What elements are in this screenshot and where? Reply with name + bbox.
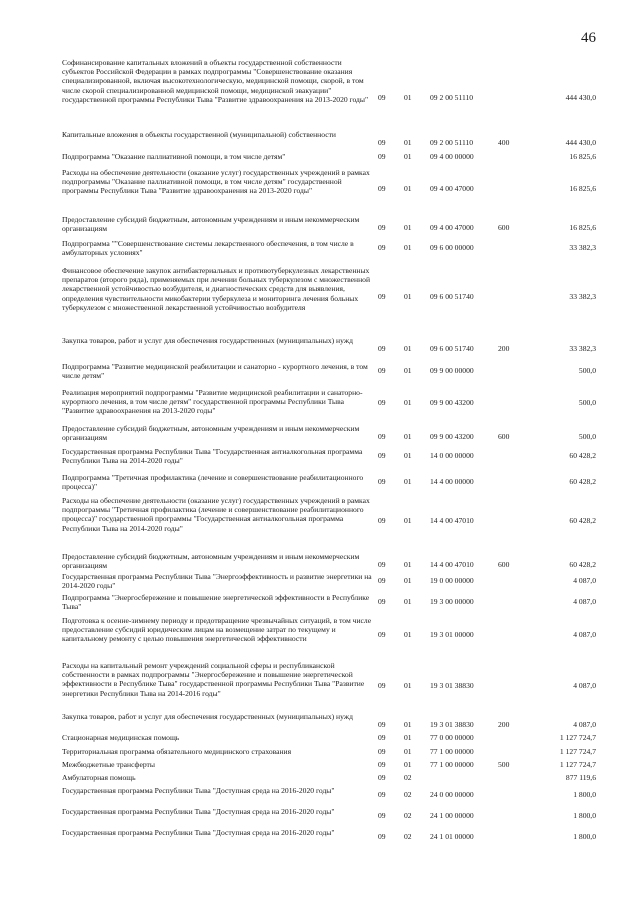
table-row [0,362,640,380]
row-subsection-code: 01 [404,451,412,460]
table-row [0,786,640,804]
row-description: Софинансирование капитальных вложений в объекты государственной собственности субъектов Российской Федерации в рамках подпрограммы "Совершенствование оказания специализированной, включая высокотехнологическую, медицинской помощи, скорой, в том числе скорой специализированной медицинской помощи, медицинской эвакуации" государственной программы Республики Тыва "Развитие здравоохранения на 2013-2020 годы" [62,58,369,104]
row-description: Расходы на капитальный ремонт учреждений социальной сферы и республиканской собственности в рамках подпрограммы "Энергосбережение и повышение энергетической эффективности в Республике Тыва" государственной программы Республики Тыва "Развитие энергетики Республики Тыва на 2014-2016 годы" [62,661,365,698]
row-section-code: 09 [378,93,386,102]
table-row [0,747,640,757]
row-section-code: 09 [378,223,386,232]
row-description: Государственная программа Республики Тыва "Доступная среда на 2016-2020 годы" [62,786,335,795]
row-target-article-code: 09 2 00 51110 [430,138,474,147]
row-amount: 33 382,3 [569,344,596,353]
row-amount: 444 430,0 [565,93,596,102]
row-amount: 500,0 [578,398,596,407]
row-description: Подпрограмма ""Совершенствование системы лекарственного обеспечения, в том числе в амбулаторных условиях" [62,239,354,258]
row-target-article-code: 14 4 00 00000 [430,477,474,486]
row-amount: 500,0 [578,432,596,441]
table-row [0,473,640,491]
row-description: Подпрограмма "Оказание паллиативной помощи, в том числе детям" [62,152,286,161]
row-description: Подпрограмма "Третичная профилактика (лечение и совершенствование реабилитационного процесса)" [62,473,364,492]
row-target-article-code: 77 0 00 00000 [430,733,474,742]
row-description: Закупка товаров, работ и услуг для обеспечения государственных (муниципальных) нужд [62,712,353,721]
row-amount: 1 127 724,7 [559,733,596,742]
row-description: Закупка товаров, работ и услуг для обеспечения государственных (муниципальных) нужд [62,336,353,345]
row-subsection-code: 01 [404,432,412,441]
row-subsection-code: 01 [404,681,412,690]
row-amount: 16 825,6 [569,152,596,161]
row-description: Государственная программа Республики Тыва "Доступная среда на 2016-2020 годы" [62,828,335,837]
row-expense-type-code: 500 [498,760,510,769]
row-subsection-code: 01 [404,152,412,161]
row-section-code: 09 [378,398,386,407]
table-row [0,572,640,590]
row-subsection-code: 01 [404,366,412,375]
row-subsection-code: 01 [404,138,412,147]
row-target-article-code: 09 4 00 47000 [430,223,474,232]
row-target-article-code: 77 1 00 00000 [430,760,474,769]
row-description: Амбулаторная помощь [62,773,136,782]
row-section-code: 09 [378,243,386,252]
row-amount: 4 087,0 [573,720,596,729]
row-subsection-code: 01 [404,344,412,353]
row-section-code: 09 [378,790,386,799]
row-amount: 1 800,0 [573,811,596,820]
row-section-code: 09 [378,733,386,742]
table-row [0,388,640,416]
row-section-code: 09 [378,576,386,585]
table-row [0,773,640,783]
row-expense-type-code: 600 [498,223,510,232]
row-description: Реализация мероприятий подпрограммы "Развитие медицинской реабилитации и санаторно-курортного лечения, в том числе детям" государственной программы Республики Тыва "Развитие здравоохранения на 2013-2020 годы" [62,388,363,416]
row-subsection-code: 01 [404,184,412,193]
row-target-article-code: 19 0 00 00000 [430,576,474,585]
row-expense-type-code: 600 [498,560,510,569]
row-section-code: 09 [378,138,386,147]
row-description: Финансовое обеспечение закупок антибактериальных и противотуберкулезных лекарственных препаратов (второго ряда), применяемых при лечении больных туберкулезом с множественной лекарственной устойчивостью возбудителя, и диагностических средств для выявления, определения чувствительности микобактерии туберкулеза и мониторинга лечения больных туберкулезом с множественной лекарственной устойчивостью возбудителя [62,266,371,312]
row-amount: 1 127 724,7 [559,747,596,756]
row-section-code: 09 [378,184,386,193]
row-subsection-code: 02 [404,773,412,782]
row-section-code: 09 [378,366,386,375]
row-section-code: 09 [378,152,386,161]
row-section-code: 09 [378,760,386,769]
table-row [0,552,640,570]
row-subsection-code: 01 [404,630,412,639]
row-target-article-code: 24 1 00 00000 [430,811,474,820]
row-description: Государственная программа Республики Тыва "Государственная антиалкогольная программа Республики Тыва на 2014-2020 годы" [62,447,363,466]
table-row [0,152,640,162]
table-row [0,616,640,654]
row-section-code: 09 [378,811,386,820]
row-amount: 16 825,6 [569,184,596,193]
table-row [0,712,640,730]
row-description: Подготовка к осенне-зимнему периоду и предотвращение чрезвычайных ситуаций, в том числе предоставление субсидий юридическим лицам на возмещение затрат по текущему и капитальному ремонту с целью повышения энергетической эффективности [62,616,372,644]
row-description: Предоставление субсидий бюджетным, автономным учреждениям и иным некоммерческим организациям [62,215,360,234]
table-row [0,593,640,611]
row-amount: 444 430,0 [565,138,596,147]
row-amount: 877 119,6 [565,773,596,782]
row-description: Расходы на обеспечение деятельности (оказание услуг) государственных учреждений в рамках подпрограммы "Оказание паллиативной помощи, в том числе детям" государственной программы Республики Тыва "Развитие здравоохранения на 2013-2020 годы" [62,168,370,196]
row-amount: 1 800,0 [573,832,596,841]
row-description: Подпрограмма "Развитие медицинской реабилитации и санаторно - курортного лечения, в том числе детям" [62,362,368,381]
table-row [0,828,640,846]
row-subsection-code: 02 [404,832,412,841]
row-target-article-code: 24 1 01 00000 [430,832,474,841]
row-section-code: 09 [378,477,386,486]
row-subsection-code: 01 [404,747,412,756]
table-row [0,447,640,465]
row-section-code: 09 [378,516,386,525]
row-target-article-code: 14 4 00 47010 [430,560,474,569]
row-target-article-code: 09 6 00 51740 [430,292,474,301]
row-subsection-code: 01 [404,477,412,486]
row-section-code: 09 [378,344,386,353]
row-subsection-code: 01 [404,597,412,606]
table-row [0,807,640,825]
row-expense-type-code: 400 [498,138,510,147]
row-subsection-code: 01 [404,720,412,729]
row-subsection-code: 01 [404,576,412,585]
row-section-code: 09 [378,832,386,841]
table-row [0,733,640,743]
table-row [0,760,640,770]
row-target-article-code: 09 6 00 51740 [430,344,474,353]
row-description: Подпрограмма "Энергосбережение и повышение энергетической эффективности в Республике Тыва" [62,593,370,612]
row-target-article-code: 09 9 00 00000 [430,366,474,375]
row-amount: 16 825,6 [569,223,596,232]
row-amount: 500,0 [578,366,596,375]
row-section-code: 09 [378,747,386,756]
row-target-article-code: 19 3 00 00000 [430,597,474,606]
row-target-article-code: 09 9 00 43200 [430,432,474,441]
row-section-code: 09 [378,432,386,441]
row-section-code: 09 [378,292,386,301]
row-section-code: 09 [378,630,386,639]
table-row [0,215,640,233]
row-subsection-code: 01 [404,516,412,525]
table-row [0,130,640,148]
row-subsection-code: 01 [404,760,412,769]
row-section-code: 09 [378,720,386,729]
row-amount: 4 087,0 [573,597,596,606]
row-amount: 4 087,0 [573,630,596,639]
table-row [0,58,640,128]
row-expense-type-code: 600 [498,432,510,441]
row-description: Капитальные вложения в объекты государственной (муниципальной) собственности [62,130,336,139]
row-target-article-code: 09 9 00 43200 [430,398,474,407]
row-subsection-code: 01 [404,93,412,102]
table-row [0,336,640,354]
row-amount: 33 382,3 [569,292,596,301]
page-number: 46 [581,30,596,46]
table-row [0,168,640,208]
row-expense-type-code: 200 [498,344,510,353]
row-section-code: 09 [378,681,386,690]
table-row [0,661,640,709]
row-subsection-code: 01 [404,243,412,252]
row-target-article-code: 09 4 00 47000 [430,184,474,193]
row-subsection-code: 02 [404,811,412,820]
row-target-article-code: 19 3 01 38830 [430,720,474,729]
row-section-code: 09 [378,773,386,782]
row-section-code: 09 [378,560,386,569]
row-amount: 60 428,2 [569,477,596,486]
row-target-article-code: 24 0 00 00000 [430,790,474,799]
row-subsection-code: 01 [404,560,412,569]
row-target-article-code: 77 1 00 00000 [430,747,474,756]
row-section-code: 09 [378,597,386,606]
row-target-article-code: 09 4 00 00000 [430,152,474,161]
row-description: Предоставление субсидий бюджетным, автономным учреждениям и иным некоммерческим организациям [62,552,360,571]
row-target-article-code: 14 4 00 47010 [430,516,474,525]
row-subsection-code: 01 [404,292,412,301]
row-target-article-code: 19 3 01 00000 [430,630,474,639]
row-amount: 4 087,0 [573,576,596,585]
row-target-article-code: 09 2 00 51110 [430,93,474,102]
row-section-code: 09 [378,451,386,460]
row-subsection-code: 02 [404,790,412,799]
row-amount: 4 087,0 [573,681,596,690]
row-amount: 1 800,0 [573,790,596,799]
row-subsection-code: 01 [404,223,412,232]
row-description: Предоставление субсидий бюджетным, автономным учреждениям и иным некоммерческим организациям [62,424,360,443]
row-description: Государственная программа Республики Тыва "Доступная среда на 2016-2020 годы" [62,807,335,816]
row-target-article-code: 09 6 00 00000 [430,243,474,252]
row-description: Стационарная медицинская помощь [62,733,180,742]
row-amount: 60 428,2 [569,560,596,569]
row-description: Территориальная программа обязательного медицинского страхования [62,747,292,756]
row-target-article-code: 14 0 00 00000 [430,451,474,460]
row-target-article-code: 19 3 01 38830 [430,681,474,690]
row-description: Расходы на обеспечение деятельности (оказание услуг) государственных учреждений в рамках подпрограммы "Третичная профилактика (лечение и совершенствование реабилитационного процесса)" государственной программы "Государственная антиалкогольная программа Республики Тыва на 2014-2020 годы" [62,496,370,533]
row-subsection-code: 01 [404,733,412,742]
row-description: Межбюджетные трансферты [62,760,155,769]
row-amount: 1 127 724,7 [559,760,596,769]
row-description: Государственная программа Республики Тыва "Энергоэффективность и развитие энергетики на 2014-2020 годы" [62,572,372,591]
row-amount: 60 428,2 [569,451,596,460]
table-row [0,424,640,442]
row-subsection-code: 01 [404,398,412,407]
row-amount: 60 428,2 [569,516,596,525]
table-row [0,239,640,257]
table-row [0,266,640,328]
row-expense-type-code: 200 [498,720,510,729]
row-amount: 33 382,3 [569,243,596,252]
table-row [0,496,640,546]
